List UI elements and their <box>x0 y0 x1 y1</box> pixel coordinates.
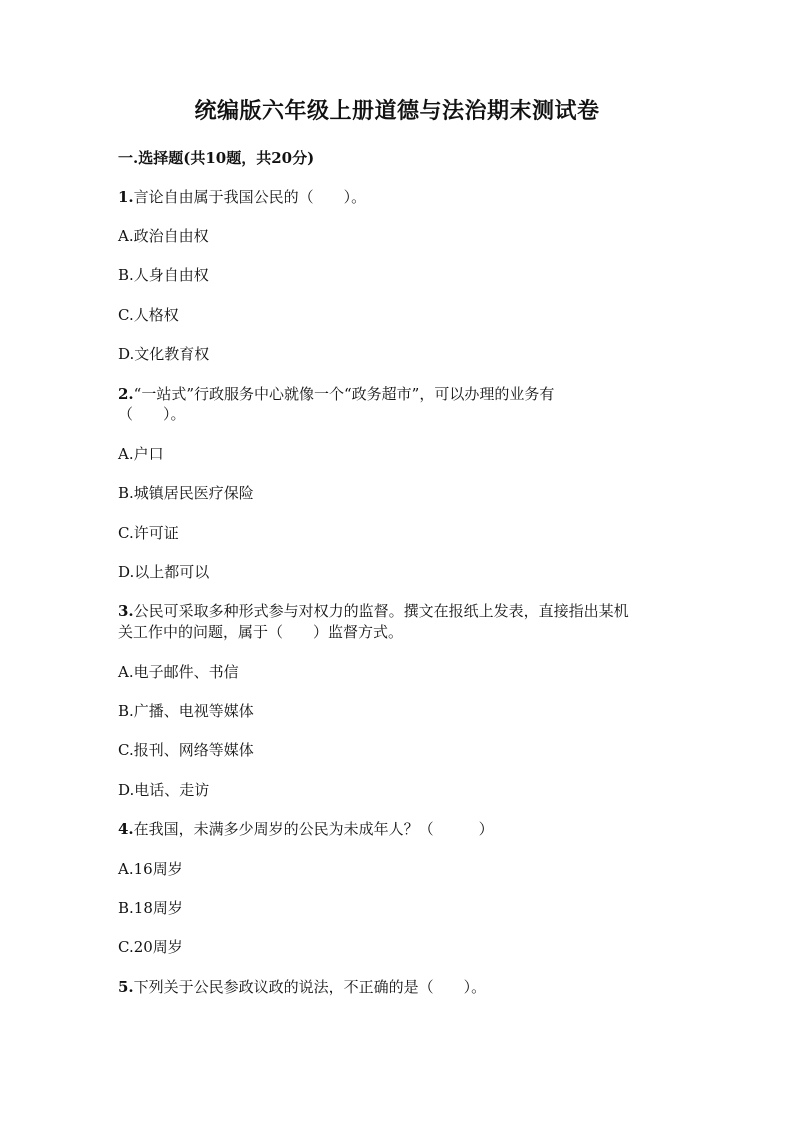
option-1c: C.人格权 <box>118 306 179 324</box>
question-1 <box>118 187 678 207</box>
option-4c: C.20周岁 <box>118 938 183 956</box>
option-1d: D.文化教育权 <box>118 345 210 363</box>
question-number: 1. <box>118 188 134 206</box>
question-3-line2: 关工作中的问题，属于（ ）监督方式。 <box>118 623 404 641</box>
question-3 <box>118 601 678 621</box>
question-number: 5. <box>118 978 134 996</box>
question-number: 4. <box>118 820 134 838</box>
question-5 <box>118 977 678 997</box>
option-2a: A.户口 <box>118 445 164 463</box>
question-stem-line1: “一站式”行政服务中心就像一个“政务超市”，可以办理的业务有 <box>133 385 555 403</box>
option-3c: C.报刊、网络等媒体 <box>118 741 254 759</box>
option-2c: C.许可证 <box>118 524 179 542</box>
question-2 <box>118 384 678 404</box>
question-2-line2: （ ）。 <box>118 405 186 423</box>
option-4b: B.18周岁 <box>118 899 183 917</box>
option-4a: A.16周岁 <box>118 860 183 878</box>
question-number: 2. <box>118 385 134 403</box>
question-stem: 下列关于公民参政议政的说法，不正确的是（ ）。 <box>133 978 487 996</box>
question-stem: 言论自由属于我国公民的（ ）。 <box>133 188 367 206</box>
option-3a: A.电子邮件、书信 <box>118 663 239 681</box>
section-heading: 一.选择题(共10题，共20分) <box>118 149 315 167</box>
page-title: 统编版六年级上册道德与法治期末测试卷 <box>194 98 600 124</box>
question-4 <box>118 819 678 839</box>
option-1b: B.人身自由权 <box>118 266 209 284</box>
question-number: 3. <box>118 602 134 620</box>
option-2d: D.以上都可以 <box>118 563 210 581</box>
option-3d: D.电话、走访 <box>118 781 210 799</box>
option-3b: B.广播、电视等媒体 <box>118 702 254 720</box>
question-stem: 在我国，未满多少周岁的公民为未成年人？（ ） <box>133 820 494 838</box>
question-stem-line1: 公民可采取多种形式参与对权力的监督。撰文在报纸上发表，直接指出某机 <box>133 602 629 620</box>
option-2b: B.城镇居民医疗保险 <box>118 484 254 502</box>
option-1a: A.政治自由权 <box>118 227 209 245</box>
